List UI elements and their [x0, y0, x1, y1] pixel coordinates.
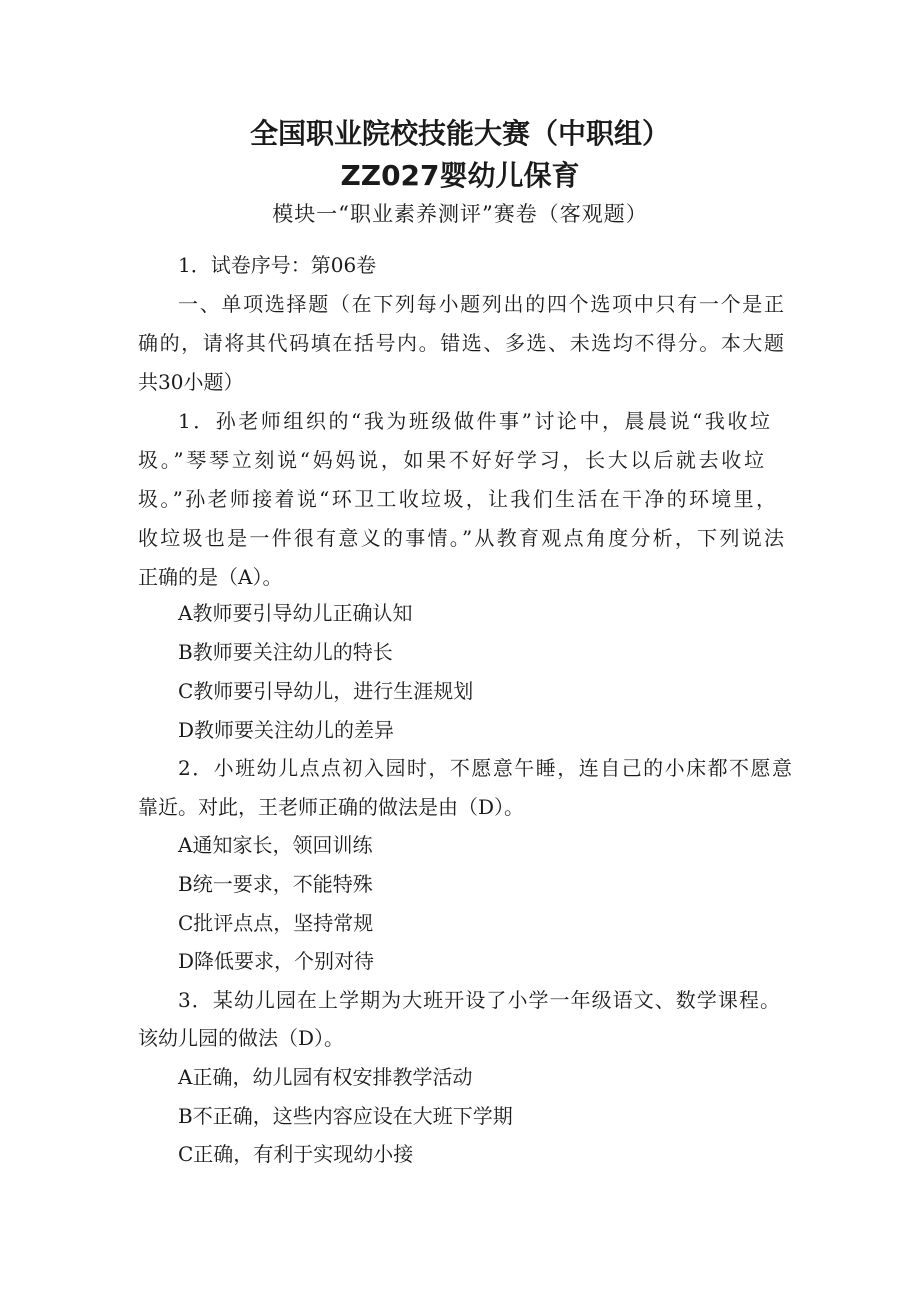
module-subtitle: 模块一“职业素养测评”赛卷（客观题） [272, 202, 648, 226]
question-stem-line: 圾。”琴琴立刻说“妈妈说，如果不好好学习，长大以后就去收垃 [138, 448, 764, 472]
section-intro-line: 一、单项选择题（在下列每小题列出的四个选项中只有一个是正 [178, 292, 784, 316]
question-stem-line: 3．某幼儿园在上学期为大班开设了小学一年级语文、数学课程。 [178, 988, 780, 1012]
competition-title: 全国职业院校技能大赛（中职组） [249, 117, 670, 150]
question-stem-line: 该幼儿园的做法（D）。 [138, 1026, 345, 1050]
answer-option: D教师要关注幼儿的差异 [178, 718, 395, 742]
question-stem-line: 靠近。对此，王老师正确的做法是由（D）。 [138, 795, 525, 819]
question-stem-line: 2．小班幼儿点点初入园时，不愿意午睡，连自己的小床都不愿意 [178, 756, 792, 780]
answer-option: B不正确，这些内容应设在大班下学期 [178, 1104, 513, 1128]
question-stem-line: 圾。”孙老师接着说“环卫工收垃圾，让我们生活在干净的环境里， [138, 487, 776, 511]
answer-option: C教师要引导幼儿，进行生涯规划 [178, 679, 474, 703]
exam-number: 1．试卷序号：第06卷 [178, 253, 377, 277]
question-stem-line: 正确的是（A）。 [138, 565, 283, 589]
section-intro-line: 共30小题） [138, 370, 244, 394]
question-stem-line: 收垃圾也是一件很有意义的事情。”从教育观点角度分析，下列说法 [138, 526, 784, 550]
answer-option: C正确，有利于实现幼小接 [178, 1142, 414, 1166]
section-intro-line: 确的，请将其代码填在括号内。错选、多选、未选均不得分。本大题 [138, 331, 784, 355]
answer-option: A正确，幼儿园有权安排教学活动 [178, 1065, 473, 1089]
answer-option: C批评点点，坚持常规 [178, 911, 374, 935]
answer-option: B教师要关注幼儿的特长 [178, 640, 393, 664]
answer-option: A教师要引导幼儿正确认知 [178, 601, 413, 625]
answer-option: A通知家长，领回训练 [178, 833, 373, 857]
answer-option: B统一要求，不能特殊 [178, 872, 373, 896]
question-stem-line: 1．孙老师组织的“我为班级做件事”讨论中，晨晨说“我收垃 [178, 409, 770, 433]
answer-option: D降低要求，个别对待 [178, 949, 375, 973]
event-title: ZZ027婴幼儿保育 [340, 159, 580, 192]
